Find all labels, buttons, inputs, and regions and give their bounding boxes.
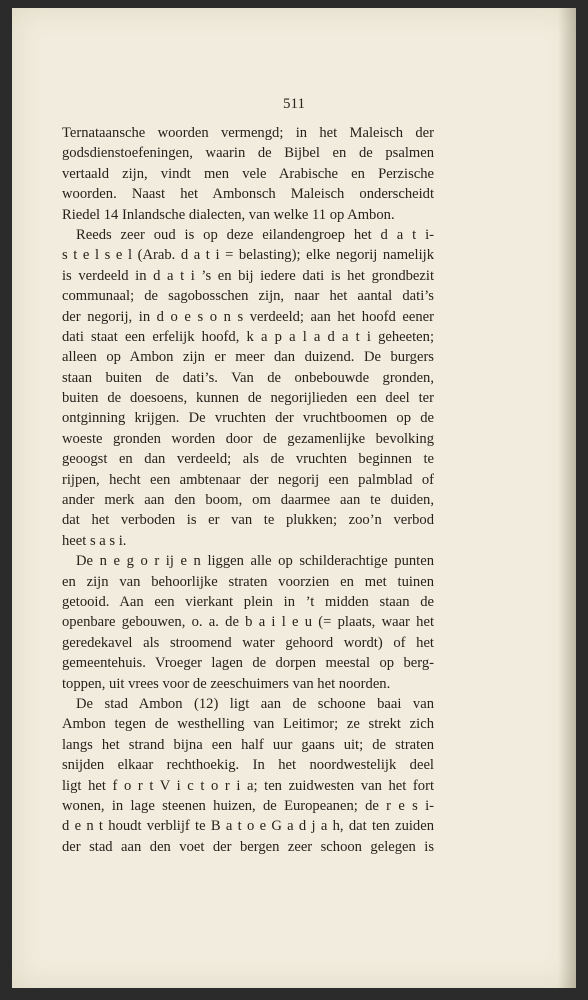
text-line: gemeentehuis. Vroeger lagen de dorpen meestal op berg- [62,655,434,672]
text-line: geredekavel als stroomend water gehoord wordt) of het [62,634,434,651]
text-line: woeste gronden worden door de gezamenlijke bevolking [62,430,434,447]
text-line: Ternataansche woorden vermengd; in het Maleisch der [62,125,434,141]
text-line: ontginning krijgen. De vruchten der vruchtboomen op de [62,410,434,427]
text-line: ander merk aan den boom, om daarmee aan te duiden, [62,492,434,509]
text-line: snijden elkaar rechthoekig. In het noordwestelijk deel [62,757,434,774]
text-line: Reeds zeer oud is op deze eilandengroep het d a t i- [76,226,434,243]
text-line: d e n t houdt verblijf te B a t o e G a d j a h, dat ten zuiden [62,818,434,835]
text-line: De n e g o r ij e n liggen alle op schilderachtige punten [76,553,434,570]
text-line: en zijn van behoorlijke straten voorzien en met tuinen [62,573,434,590]
text-line: der stad aan den voet der bergen zeer schoon gelegen is [62,838,434,855]
text-line: der negorij, in d o e s o n s verdeeld; aan het hoofd eener [62,308,434,325]
book-page [12,8,576,988]
text-line: getooid. Aan een vierkant plein in ’t midden staan de [62,593,434,610]
text-line: rijpen, hecht een ambtenaar der negorij een palmblad of [62,471,434,488]
text-line: dat het verboden is er van te plukken; zoo’n verbod [62,512,434,529]
text-line: toppen, uit vrees voor de zeeschuimers van het noorden. [62,675,391,692]
text-line: woorden. Naast het Ambonsch Maleisch onderscheidt [62,186,434,203]
text-line: langs het strand bijna een half uur gaans uit; de straten [62,736,434,753]
page-edge-shadow [558,8,576,988]
text-line: communaal; de sagobosschen zijn, naar het aantal dati’s [62,288,434,305]
text-line: s t e l s e l (Arab. d a t i = belasting); elke negorij namelijk [62,247,434,264]
text-line: vertaald zijn, vindt men vele Arabische en Perzische [62,165,434,182]
text-line: is verdeeld in d a t i ’s en bij iedere dati is het grondbezit [62,267,434,284]
text-line: Riedel 14 Inlandsche dialecten, van welke 11 op Ambon. [62,206,395,223]
text-line: wonen, in lage steenen huizen, de Europeanen; de r e s i- [62,797,434,814]
text-line: heet s a s i. [62,532,127,549]
text-line: Ambon tegen de westhelling van Leitimor; ze strekt zich [62,716,434,733]
page-number: 511 [283,96,305,112]
text-line: godsdienstoefeningen, waarin de Bijbel en de psalmen [62,145,434,162]
text-line: dati staat een erfelijk hoofd, k a p a l a d a t i geheeten; [62,328,434,345]
text-line: ligt het f o r t V i c t o r i a; ten zuidwesten van het fort [62,777,434,794]
text-line: buiten de doesoens, kunnen de negorijlieden een deel ter [62,390,434,407]
text-line: alleen op Ambon zijn er meer dan duizend. De burgers [62,349,434,366]
text-line: staan buiten de dati’s. Van de onbebouwde gronden, [62,369,434,386]
text-line: De stad Ambon (12) ligt aan de schoone baai van [76,695,434,712]
body-text [62,123,434,857]
text-line: openbare gebouwen, o. a. de b a i l e u (= plaats, waar het [62,614,434,631]
text-line: geoogst en dan verdeeld; als de vruchten beginnen te [62,451,434,468]
